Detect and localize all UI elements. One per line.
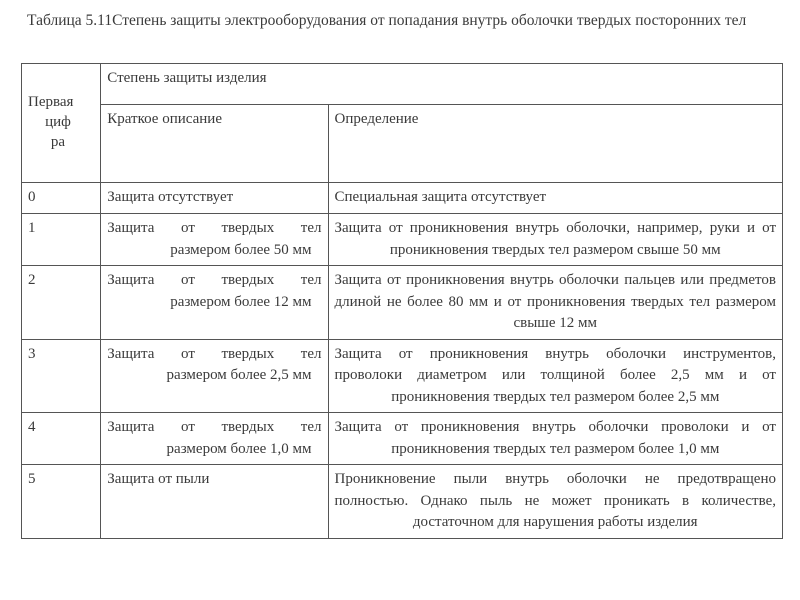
header-first-digit-line-2: циф [45,114,71,130]
definition-cell: Защита от проникновения внутрь оболочки проволоки и от проникновения твердых тел размером более 1,0 мм [328,413,783,465]
table-row [22,413,783,465]
header-first-digit-line-1: Первая [28,94,74,110]
table-caption: Таблица 5.11Степень защиты электрооборудования от попадания внутрь оболочки твердых посторонних тел [27,12,747,29]
protection-degree-table [21,63,783,539]
table-row [22,183,783,214]
table-row [22,214,783,266]
definition-cell: Защита от проникновения внутрь оболочки, например, руки и от проникновения твердых тел размером свыше 50 мм [328,214,783,266]
header-protection-degree: Степень защиты изделия [101,64,783,105]
table-row [22,266,783,340]
short-description-line: размером более 2,5 мм [166,367,312,383]
short-description-cell [101,339,328,413]
digit-cell: 2 [22,266,101,340]
short-description-cell: Защита отсутствует [101,183,328,214]
digit-cell: 3 [22,339,101,413]
digit-cell: 1 [22,214,101,266]
header-row-group [22,64,783,105]
header-short-description: Краткое описание [101,104,328,182]
short-description-line: размером более 1,0 мм [166,440,312,457]
short-description-line: Защита от твердых тел [107,419,322,435]
short-description-line: размером более 50 мм [170,241,312,258]
definition-cell: Проникновение пыли внутрь оболочки не предотвращено полностью. Однако пыль не может проникать в количестве, достаточном для нарушения работы изделия [328,465,783,539]
digit-cell: 4 [22,413,101,465]
short-description-line: размером более 12 мм [170,293,312,310]
definition-cell: Защита от проникновения внутрь оболочки инструментов, проволоки диаметром или толщиной более 2,5 мм и от проникновения твердых тел размером более 2,5 мм [328,339,783,413]
header-first-digit-line-3: ра [50,134,66,150]
header-definition: Определение [328,104,783,182]
short-description-cell [101,266,328,340]
short-description-line: Защита от твердых тел [107,220,322,236]
table-row [22,339,783,413]
short-description-cell: Защита от пыли [101,465,328,539]
table-row [22,465,783,539]
definition-cell: Защита от проникновения внутрь оболочки пальцев или предметов длиной не более 80 мм и от проникновения твердых тел размером свыше 12 мм [328,266,783,340]
short-description-cell [101,214,328,266]
digit-cell: 5 [22,465,101,539]
short-description-line: Защита от твердых тел [107,345,322,362]
digit-cell: 0 [22,183,101,214]
header-first-digit [22,64,101,183]
short-description-cell [101,413,328,465]
definition-cell: Специальная защита отсутствует [328,183,783,214]
short-description-line: Защита от твердых тел [107,272,322,288]
header-row-sub [22,104,783,182]
